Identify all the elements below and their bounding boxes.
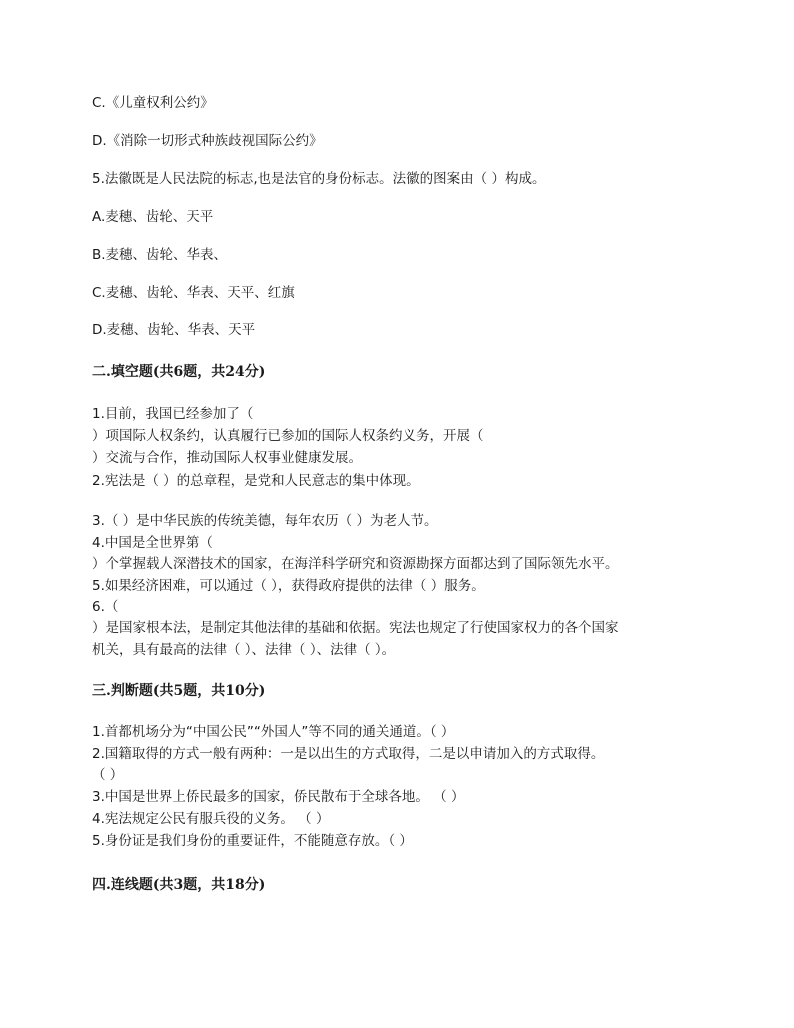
section-2-title: 二.填空题(共6题，共24分) (92, 364, 266, 380)
fill-line: 4.中国是全世界第（ (92, 535, 213, 551)
fill-line: 6.（ (92, 599, 119, 615)
option-c-q5: C.麦穗、齿轮、华表、天平、红旗 (92, 285, 295, 301)
option-d-q4: D.《消除一切形式种族歧视国际公约》 (92, 133, 323, 149)
option-c-q4: C.《儿童权利公约》 (92, 95, 214, 111)
judge-line: 1.首都机场分为“中国公民”“外国人”等不同的通关通道。（ ） (92, 724, 455, 740)
fill-line: ）项国际人权条约，认真履行已参加的国际人权条约义务，开展（ (92, 428, 484, 444)
option-b-q5: B.麦穗、齿轮、华表、 (92, 247, 228, 263)
fill-line: 3.（ ）是中华民族的传统美德，每年农历（ ）为老人节。 (92, 513, 438, 529)
fill-line: ）交流与合作，推动国际人权事业健康发展。 (92, 450, 362, 466)
option-a-q5: A.麦穗、齿轮、天平 (92, 209, 214, 225)
option-d-q5: D.麦穗、齿轮、华表、天平 (92, 322, 256, 338)
judge-line: 3.中国是世界上侨民最多的国家，侨民散布于全球各地。 （ ） (92, 789, 465, 805)
judge-line: 4.宪法规定公民有服兵役的义务。 （ ） (92, 811, 330, 827)
judge-line: 2.国籍取得的方式一般有两种：一是以出生的方式取得，二是以申请加入的方式取得。 (92, 746, 605, 762)
section-4-title: 四.连线题(共3题，共18分) (92, 877, 266, 893)
judge-line: 5.身份证是我们身份的重要证件，不能随意存放。（ ） (92, 833, 413, 849)
fill-line: 机关，具有最高的法律（ ）、法律（ ）、法律（ ）。 (92, 642, 396, 658)
fill-line: 1.目前，我国已经参加了（ (92, 406, 254, 422)
fill-line: 2.宪法是（ ）的总章程，是党和人民意志的集中体现。 (92, 473, 420, 489)
question-5: 5.法徽既是人民法院的标志,也是法官的身份标志。法徽的图案由（ ）构成。 (92, 171, 546, 187)
fill-line: ）个掌握载人深潜技术的国家，在海洋科学研究和资源勘探方面都达到了国际领先水平。 (92, 556, 619, 572)
fill-line: ）是国家根本法，是制定其他法律的基础和依据。宪法也规定了行使国家权力的各个国家 (92, 620, 619, 636)
section-3-title: 三.判断题(共5题，共10分) (92, 683, 266, 699)
judge-line: （ ） (92, 767, 124, 783)
fill-line: 5.如果经济困难，可以通过（ ），获得政府提供的法律（ ）服务。 (92, 578, 485, 594)
